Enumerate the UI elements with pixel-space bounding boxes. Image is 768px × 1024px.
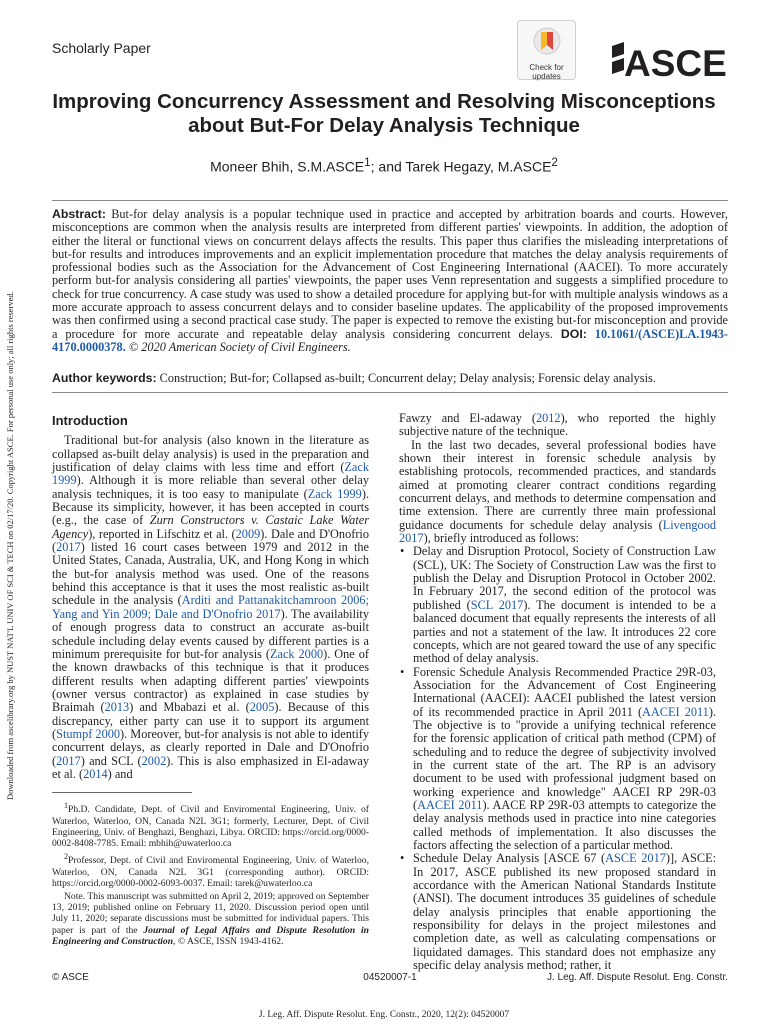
divider [52, 392, 728, 393]
guidance-list [399, 545, 716, 972]
journal-name: Journal of Legal Affairs and Dispute Resolution in Engineering and Construction [52, 924, 370, 947]
citation-link[interactable]: SCL 2017 [470, 597, 524, 612]
list-item: • Schedule Delay Analysis [ASCE 67 (ASCE 2017)], ASCE: In 2017, ASCE published its new proposed standard in accordance with the American National Standards Institute (ANSI). The document introduces 35 guidelines of schedule delay analysis principles that enable apportioning the responsibility for delays in the project milestones and completion date, as well as calculating compensations or liquidated damages. This standard does not emphasize any specific delay analysis method; rather, it [399, 852, 716, 972]
citation-link[interactable]: ASCE 2017 [605, 851, 666, 866]
footnote-2: $^2$Professor, Dept. of Civil and Enviromental Engineering, Univ. of Waterloo, Waterloo, ON, Canada N2L 3G1 (corresponding author). ORCID: https://orcid.org/0000-0002-6093-0037. Email: tarek@uwaterloo.ca [52, 852, 369, 889]
abstract-text: But-for delay analysis is a popular technique used in practice and accepted by arbitration boards and courts. However, misconceptions are common when the analysis results are interpreted from different parties' viewpoints. In addition, the adoption of either the literal or functional views on concurrent delays affects the results. This paper thus clarifies the misleading interpretations of but-for results and introduces improvements and an explicit implementation procedure that matches the delay analysis requirements of professional bodies such as the Association for the Advancement of Cost Engineering International (AACEI). To more accurately perform but-for analysis considering all parties' viewpoints, the paper uses Venn representation and suggests a simplified procedure to check for true concurrency. A case study was used to show a detailed procedure for applying but-for with multiple analysis windows as a more accurate approach to assess concurrent delays and to consider baseline updates. The applicability of the proposed improvements was then confirmed using a second practical case study. The paper is expected to remove the existing but-for misconception and provide a procedure for more accurate and repeatable delay analysis considering concurrent delays. [52, 207, 728, 341]
citation-link[interactable]: Arditi and Pattanakitchamroon 2006; Yang and Yin 2009; Dale and D'Onofrio 2017 [52, 593, 369, 621]
citation-link[interactable]: Stumpf 2000 [56, 726, 121, 741]
divider [52, 200, 728, 201]
right-column [399, 412, 716, 972]
citation-link[interactable]: 2002 [141, 753, 167, 768]
keywords-label: Author keywords: [52, 371, 157, 385]
footnote-1: $^1$Ph.D. Candidate, Dept. of Civil and Enviromental Engineering, Univ. of Waterloo, Waterloo, ON, Canada N2L 3G1; formerly, Lecturer, Dept. of Civil Engineering, Univ. of Benghazi, Benghazi, Libya. ORCID: https://orcid.org/0000-0002-8408-7785. Email: mbhih@uwaterloo.ca [52, 801, 369, 850]
doi-link[interactable]: 10.1061/(ASCE)LA.1943-4170.0000378. [52, 326, 729, 354]
list-item: • Delay and Disruption Protocol, Society of Construction Law (SCL), UK: The Society of Construction Law was the first to publish the Delay and Disruption Protocol in October 2002. In February 2017, the second edition of the protocol was published (SCL 2017). The document is intended to be a balanced document that equally represents the interests of all parties and not a statement of the law. It introduces 22 core concepts, which are not geared toward the use of any specific method of delay analysis. [399, 545, 716, 665]
doi-label: DOI: [560, 326, 587, 341]
abstract [52, 208, 728, 354]
asce-logo-text: ASCE [624, 43, 727, 84]
author-1-affil: 1 [364, 156, 371, 169]
left-column [52, 412, 369, 947]
abstract-copyright: © 2020 American Society of Civil Engineers. [128, 339, 351, 354]
author-1: Moneer Bhih, S.M.ASCE [210, 158, 365, 175]
citation-link[interactable]: Zack 1999 [52, 460, 369, 488]
case-name: Zurn Constructors v. Castaic Lake Water Agency [52, 513, 369, 541]
citation-link[interactable]: AACEI 2011 [417, 797, 483, 812]
citation-link[interactable]: 2009 [235, 526, 261, 541]
citation-link[interactable]: Zack 2000 [269, 646, 324, 661]
footer-page-number: 04520007-1 [363, 972, 417, 983]
footnote-divider [52, 792, 192, 793]
intro-paragraph: Traditional but-for analysis (also known in the literature as collapsed as-built delay analysis) is used in the preparation and justification of delay claims with less time and effort (Zack 1999). Although it is more reliable than several other delay analysis techniques, it is too easy to manipulate (Zack 1999). Because its simplicity, however, it has been accepted in courts (e.g., the case of Zurn Constructors v. Castaic Lake Water Agency), reported in Lifschitz et al. (2009). Dale and D'Onofrio (2017) listed 16 court cases between 1979 and 2012 in the United States, Canada, Australia, UK, and Hong Kong in which the but-for analysis method was used. One of the reasons behind this acceptance is that it uses the most realistic as-built schedule in the analysis (Arditi and Pattanakitchamroon 2006; Yang and Yin 2009; Dale and D'Onofrio 2017). The availability of enough progress data to construct an accurate as-built schedule including delay events caused by different parties is a minimum prerequisite for but-for analysis (Zack 2000). One of the known drawbacks of this technique is that it produces different results when adapting different parties' viewpoints (owner versus contractor) as explained in case studies by Braimah (2013) and Mbabazi et al. (2005). Because of this discrepancy, either party can use it to support its argument (Stumpf 2000). Moreover, but-for analysis is not able to identify concurrent delays, as clearly reported in Dale and D'Onofrio (2017) and SCL (2002). This is also emphasized in El-adaway et al. (2014) and [52, 433, 370, 781]
author-2-affil: 2 [551, 156, 558, 169]
introduction-heading: Introduction [52, 413, 128, 428]
submission-note: Note. This manuscript was submitted on April 2, 2019; approved on September 13, 2019; published online on February 11, 2020. Discussion period open until July 11, 2020; separate discussions must be submitted for individual papers. This paper is part of the Journal of Legal Affairs and Dispute Resolution in Engineering and Construction, © ASCE, ISSN 1943-4162. [52, 891, 370, 947]
citation-link[interactable]: 2013 [104, 700, 130, 715]
paragraph: Fawzy and El-adaway (2012), who reported the highly subjective nature of the technique. [399, 411, 716, 439]
check-for-updates-label: Check for updates [529, 63, 564, 81]
citation-link[interactable]: 2017 [56, 540, 81, 555]
check-for-updates-badge[interactable] [517, 20, 576, 80]
citation-link[interactable]: AACEI 2011 [642, 704, 709, 719]
citation-link[interactable]: 2012 [535, 411, 561, 425]
page-citation: J. Leg. Aff. Dispute Resolut. Eng. Constr., 2020, 12(2): 04520007 [258, 1010, 510, 1020]
author-separator: ; and Tarek Hegazy, M.ASCE [370, 158, 552, 175]
paragraph: In the last two decades, several professional bodies have shown their interest in forensic schedule analysis by establishing protocols, recommended practices, and standards aimed at promoting clearer contract conditions regarding concurrent delays, and methods to determine compensation and time extension. There are currently three main professional guidance documents for schedule delay analysis (Livengood 2017), briefly introduced as follows: [399, 437, 716, 546]
paper-title: Improving Concurrency Assessment and Resolving Misconceptions about But-For Delay Analysis Technique [52, 90, 716, 137]
footer-journal: J. Leg. Aff. Dispute Resolut. Eng. Constr. [546, 972, 728, 983]
citation-link[interactable]: Livengood 2017 [399, 517, 716, 546]
abstract-label: Abstract: [52, 207, 106, 221]
section-label: Scholarly Paper [52, 40, 151, 56]
author-keywords [52, 371, 728, 385]
asce-logo [612, 40, 727, 84]
author-line [40, 156, 728, 175]
citation-link[interactable]: Zack 1999 [307, 486, 362, 501]
citation-link[interactable]: 2017 [56, 753, 81, 768]
keywords-text: Construction; But-for; Collapsed as-built; Concurrent delay; Delay analysis; Forensic delay analysis. [159, 371, 656, 385]
download-notice: Downloaded from ascelibrary.org by NUST NAT'L UNIV OF SCI & TECH on 02/17/20. Copyright ASCE. For personal use only; all rights reserved. [5, 291, 15, 800]
check-updates-icon [532, 26, 562, 56]
footer-copyright: © ASCE [52, 972, 89, 983]
list-item: • Forensic Schedule Analysis Recommended Practice 29R-03, Association for the Advancement of Cost Engineering International (AACEI): AACEI published the latest version of its recommended practice in April 2011 (AACEI 2011). The objective is to "provide a unifying technical reference for the forensic application of critical path method (CPM) of scheduling and to reduce the degree of subjectivity involved in the current state of the art. The RP is an advisory document to be used with professional judgment based on working experience and knowledge" AACEI RP 29R-03 (AACEI 2011). AACE RP 29R-03 attempts to categorize the delay analysis methods used in practice into nine categories called methods of implementation. It also discusses the factors affecting the selection of a particular method. [399, 666, 716, 853]
citation-link[interactable]: 2005 [249, 700, 275, 715]
citation-link[interactable]: 2014 [83, 766, 108, 781]
